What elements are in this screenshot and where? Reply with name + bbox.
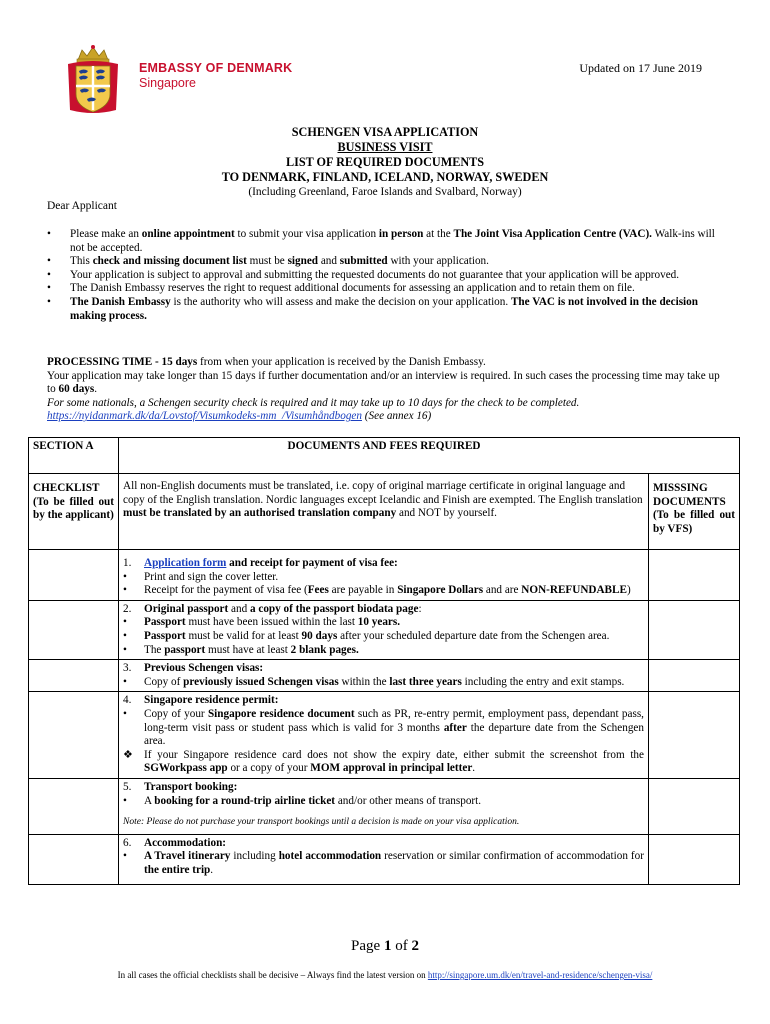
instruction-item: • The Danish Embassy is the authority who will assess and make the decision on your application. The VAC is not involved in the decision making process. <box>47 296 727 323</box>
missing-documents-header: MISSSING DOCUMENTS (To be filled out by VFS) <box>649 474 740 550</box>
checklist-cell[interactable] <box>29 660 119 692</box>
missing-cell[interactable] <box>649 778 740 834</box>
danish-coat-of-arms-logo <box>64 44 122 116</box>
application-form-link[interactable]: Application form <box>144 557 227 569</box>
doc-subtitle-list: LIST OF REQUIRED DOCUMENTS <box>285 155 485 169</box>
table-heading: DOCUMENTS AND FEES REQUIRED <box>119 438 740 474</box>
greeting: Dear Applicant <box>47 200 117 212</box>
item-passport: 2. Original passport and a copy of the passport biodata page: • Passport must have been issued within the last 10 years. • Passport must be valid for at least 90 days after your scheduled departure date from the Schengen area. • The passport must have at least 2 blank pages. <box>119 600 649 659</box>
checklist-cell[interactable] <box>29 600 119 659</box>
item-accommodation: 6. Accommodation: • A Travel itinerary including hotel accommodation reservation or similar confirmation of accommodation for the entire trip. <box>119 834 649 884</box>
missing-cell[interactable] <box>649 692 740 779</box>
item-application-form: 1. Application form and receipt for payment of visa fee: • Print and sign the cover letter. • Receipt for the payment of visa fee (Fees are payable in Singapore Dollars and are NON-REFUNDABLE) <box>119 550 649 601</box>
missing-cell[interactable] <box>649 660 740 692</box>
instruction-item: • Please make an online appointment to submit your visa application in person at the The Joint Visa Application Centre (VAC). Walk-ins will not be accepted. <box>47 228 727 255</box>
processing-time-label: PROCESSING TIME - 15 days <box>47 356 198 368</box>
item-transport-booking: 5. Transport booking: • A booking for a round-trip airline ticket and/or other means of transport. Note: Please do not purchase your transport bookings until a decision is made on your visa application. <box>119 778 649 834</box>
updated-date: Updated on 17 June 2019 <box>579 61 702 75</box>
processing-time-block: PROCESSING TIME - 15 days from when your application is received by the Danish Embassy. Your application may take longer than 15 days if further documentation and/or an interview is required. In such cases the processing time may take up to 60 days. For some nationals, a Schengen security check is required and it may take up to 10 days for the check to be completed. https://nyidanmark.dk/da/Lovstof/Visumkodeks-mm_/Visumhåndbogen (See annex 16) <box>47 356 720 423</box>
instruction-list <box>47 228 727 323</box>
checklist-header: CHECKLIST (To be filled out by the applicant) <box>29 474 119 550</box>
documents-table <box>28 437 740 885</box>
embassy-title: EMBASSY OF DENMARK <box>139 61 293 75</box>
instruction-item: • Your application is subject to approval and submitting the requested documents do not guarantee that your application will be approved. <box>47 269 727 283</box>
section-label: SECTION A <box>29 438 119 474</box>
diamond-bullet-icon: ❖ <box>123 748 134 761</box>
doc-territories: (Including Greenland, Faroe Islands and Svalbard, Norway) <box>248 186 522 198</box>
translation-note: All non-English documents must be translated, i.e. copy of original marriage certificate in original language and copy of the English translation. Nordic languages except Icelandic and Finish are exempted. The English translation must be translated by an authorised translation company and NOT by yourself. <box>119 474 649 550</box>
checklist-cell[interactable] <box>29 834 119 884</box>
page-number: Page 1 of 2 <box>351 938 419 954</box>
missing-cell[interactable] <box>649 550 740 601</box>
instruction-item: • This check and missing document list must be signed and submitted with your application. <box>47 255 727 269</box>
embassy-subtitle: Singapore <box>139 76 196 90</box>
checklist-cell[interactable] <box>29 550 119 601</box>
missing-cell[interactable] <box>649 834 740 884</box>
missing-cell[interactable] <box>649 600 740 659</box>
visa-handbook-link[interactable]: https://nyidanmark.dk/da/Lovstof/Visumkodeks-mm_/Visumhåndbogen <box>47 410 362 423</box>
checklist-cell[interactable] <box>29 692 119 779</box>
transport-note: Note: Please do not purchase your transport bookings until a decision is made on your visa application. <box>123 817 520 828</box>
doc-title: SCHENGEN VISA APPLICATION <box>291 125 479 139</box>
item-previous-visas: 3. Previous Schengen visas: • Copy of previously issued Schengen visas within the last three years including the entry and exit stamps. <box>119 660 649 692</box>
doc-subtitle-business: BUSINESS VISIT <box>337 140 433 154</box>
schengen-visa-link[interactable]: http://singapore.um.dk/en/travel-and-residence/schengen-visa/ <box>427 970 653 980</box>
instruction-item: • The Danish Embassy reserves the right to request additional documents for assessing an application and to retain them on file. <box>47 282 727 296</box>
footer-note: In all cases the official checklists shall be decisive – Always find the latest version on http://singapore.um.dk/en/travel-and-residence/schengen-visa/ <box>117 970 653 980</box>
item-residence-permit: 4. Singapore residence permit: • Copy of your Singapore residence document such as PR, re-entry permit, employment pass, dependant pass, long-term visit pass or student pass which is valid for 3 months after the departure date from the Schengen area. ❖ If your Singapore residence card does not show the expiry date, either submit the screenshot from the SGWorkpass app or a copy of your MOM approval in principal letter. <box>119 692 649 779</box>
doc-countries: TO DENMARK, FINLAND, ICELAND, NORWAY, SWEDEN <box>221 170 549 184</box>
checklist-cell[interactable] <box>29 778 119 834</box>
